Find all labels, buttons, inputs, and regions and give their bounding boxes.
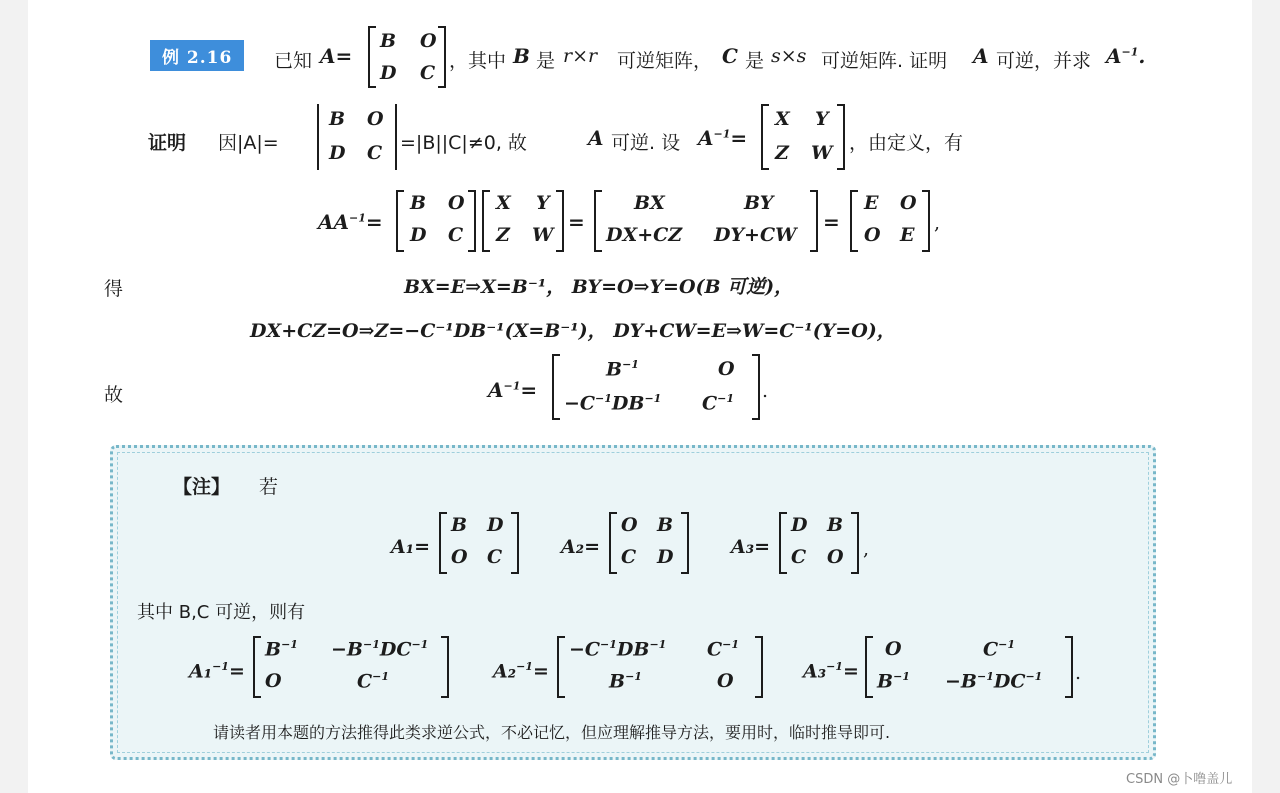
note-qizhong: 其中 B,C 可逆，则有 bbox=[137, 602, 306, 623]
matrix-a-inv: X Y Z W bbox=[761, 104, 845, 170]
textbook-page: 例 2.16 已知 A= B O D C ，其中 B 是 r×r 可逆矩阵， C 是 s×s 可逆矩阵. 证明 A 可逆，并求 $A^{-1}$. 证明 因|A|= B O D C =|B||C|≠0, 故 A 可逆. 设 $A^{-1}=$ X Y Z W ，由定义，有 $AA^{-1}=$ B O D C X Y Z W = BX BY DX+CZ DY+CW = E O O E , 得 BX=E⇒X=B⁻¹， BY=O⇒Y=O(B 可逆)， DX+CZ=O⇒Z=−C⁻¹DB⁻¹(X=B⁻¹)， DY+CW=E⇒W=C⁻¹(Y=O)， 故 $A^{-1}=$ $B^{-1}$ O $-C^{-1}DB^{-1}$ $C^{-1}$ . 【注】 若 A₁= B D O C A₂= O B C D A₃= D B C O , 其中 B,C 可逆，则有 A₁$^{-1}$= $B^{-1}$ $-B^{-1}DC^{-1}$ O $C^{-1}$ A₂$^{-1}$= $-C^{-1}DB^{-1}$ $C^{-1}$ $B^{-1}$ O A₃$^{-1}$= O $C^{-1}$ $B^{-1}$ $-B^{-1}DC^{-1}$ . 请读者用本题的方法推得此类求逆公式，不必记忆，但应理解推导方法，要用时，临时推导即可. bbox=[28, 0, 1252, 793]
example-text-3: 是 bbox=[536, 50, 556, 72]
proof-text-2: =|B||C|≠0, 故 bbox=[400, 132, 527, 154]
derivation-line-2: DX+CZ=O⇒Z=−C⁻¹DB⁻¹(X=B⁻¹)， DY+CW=E⇒W=C⁻¹(Y=O)， bbox=[250, 320, 896, 342]
proof-label: 证明 bbox=[148, 132, 187, 154]
example-text-1: 已知 bbox=[274, 50, 313, 72]
note-closing: 请读者用本题的方法推得此类求逆公式，不必记忆，但应理解推导方法，要用时，临时推导即可. bbox=[213, 723, 891, 742]
note-label: 【注】 bbox=[173, 476, 231, 498]
note-box: 【注】 若 A₁= B D O C A₂= O B C D A₃= D B C O , 其中 B,C 可逆，则有 A₁$^{-1}$= $B^{-1}$ $-B^{-1}DC^{-1}$ O $C^{-1}$ A₂$^{-1}$= $-C^{-1}DB^{-1}$ $C^{-1}$ $B^{-1}$ O A₃$^{-1}$= O $C^{-1}$ $B^{-1}$ $-B^{-1}DC^{-1}$ . 请读者用本题的方法推得此类求逆公式，不必记忆，但应理解推导方法，要用时，临时推导即可. bbox=[110, 445, 1156, 760]
proof-text-1: 因|A|= bbox=[218, 132, 279, 154]
example-text-5: 是 bbox=[745, 50, 765, 72]
note-ruo: 若 bbox=[259, 476, 279, 498]
example-badge: 例 2.16 bbox=[150, 40, 244, 71]
watermark: CSDN @卜噜盖儿 bbox=[1126, 772, 1233, 787]
derivation-line-1: BX=E⇒X=B⁻¹， BY=O⇒Y=O(B 可逆)， bbox=[404, 276, 794, 298]
matrix-a: B O D C bbox=[368, 26, 446, 88]
example-a-eq: A= bbox=[320, 44, 353, 68]
proof-text-3: 可逆. 设 bbox=[611, 132, 681, 154]
proof-text-4: ，由定义，有 bbox=[849, 132, 964, 154]
label-de: 得 bbox=[104, 278, 124, 300]
example-text-4: 可逆矩阵， bbox=[617, 50, 713, 72]
example-text-7: 可逆，并求 bbox=[996, 50, 1092, 72]
det-a: B O D C bbox=[317, 104, 397, 170]
example-text-6: 可逆矩阵. 证明 bbox=[821, 50, 948, 72]
result-matrix: $B^{-1}$ O $-C^{-1}DB^{-1}$ $C^{-1}$ bbox=[552, 354, 760, 420]
example-text-2: ，其中 bbox=[449, 50, 507, 72]
label-gu: 故 bbox=[104, 384, 124, 406]
